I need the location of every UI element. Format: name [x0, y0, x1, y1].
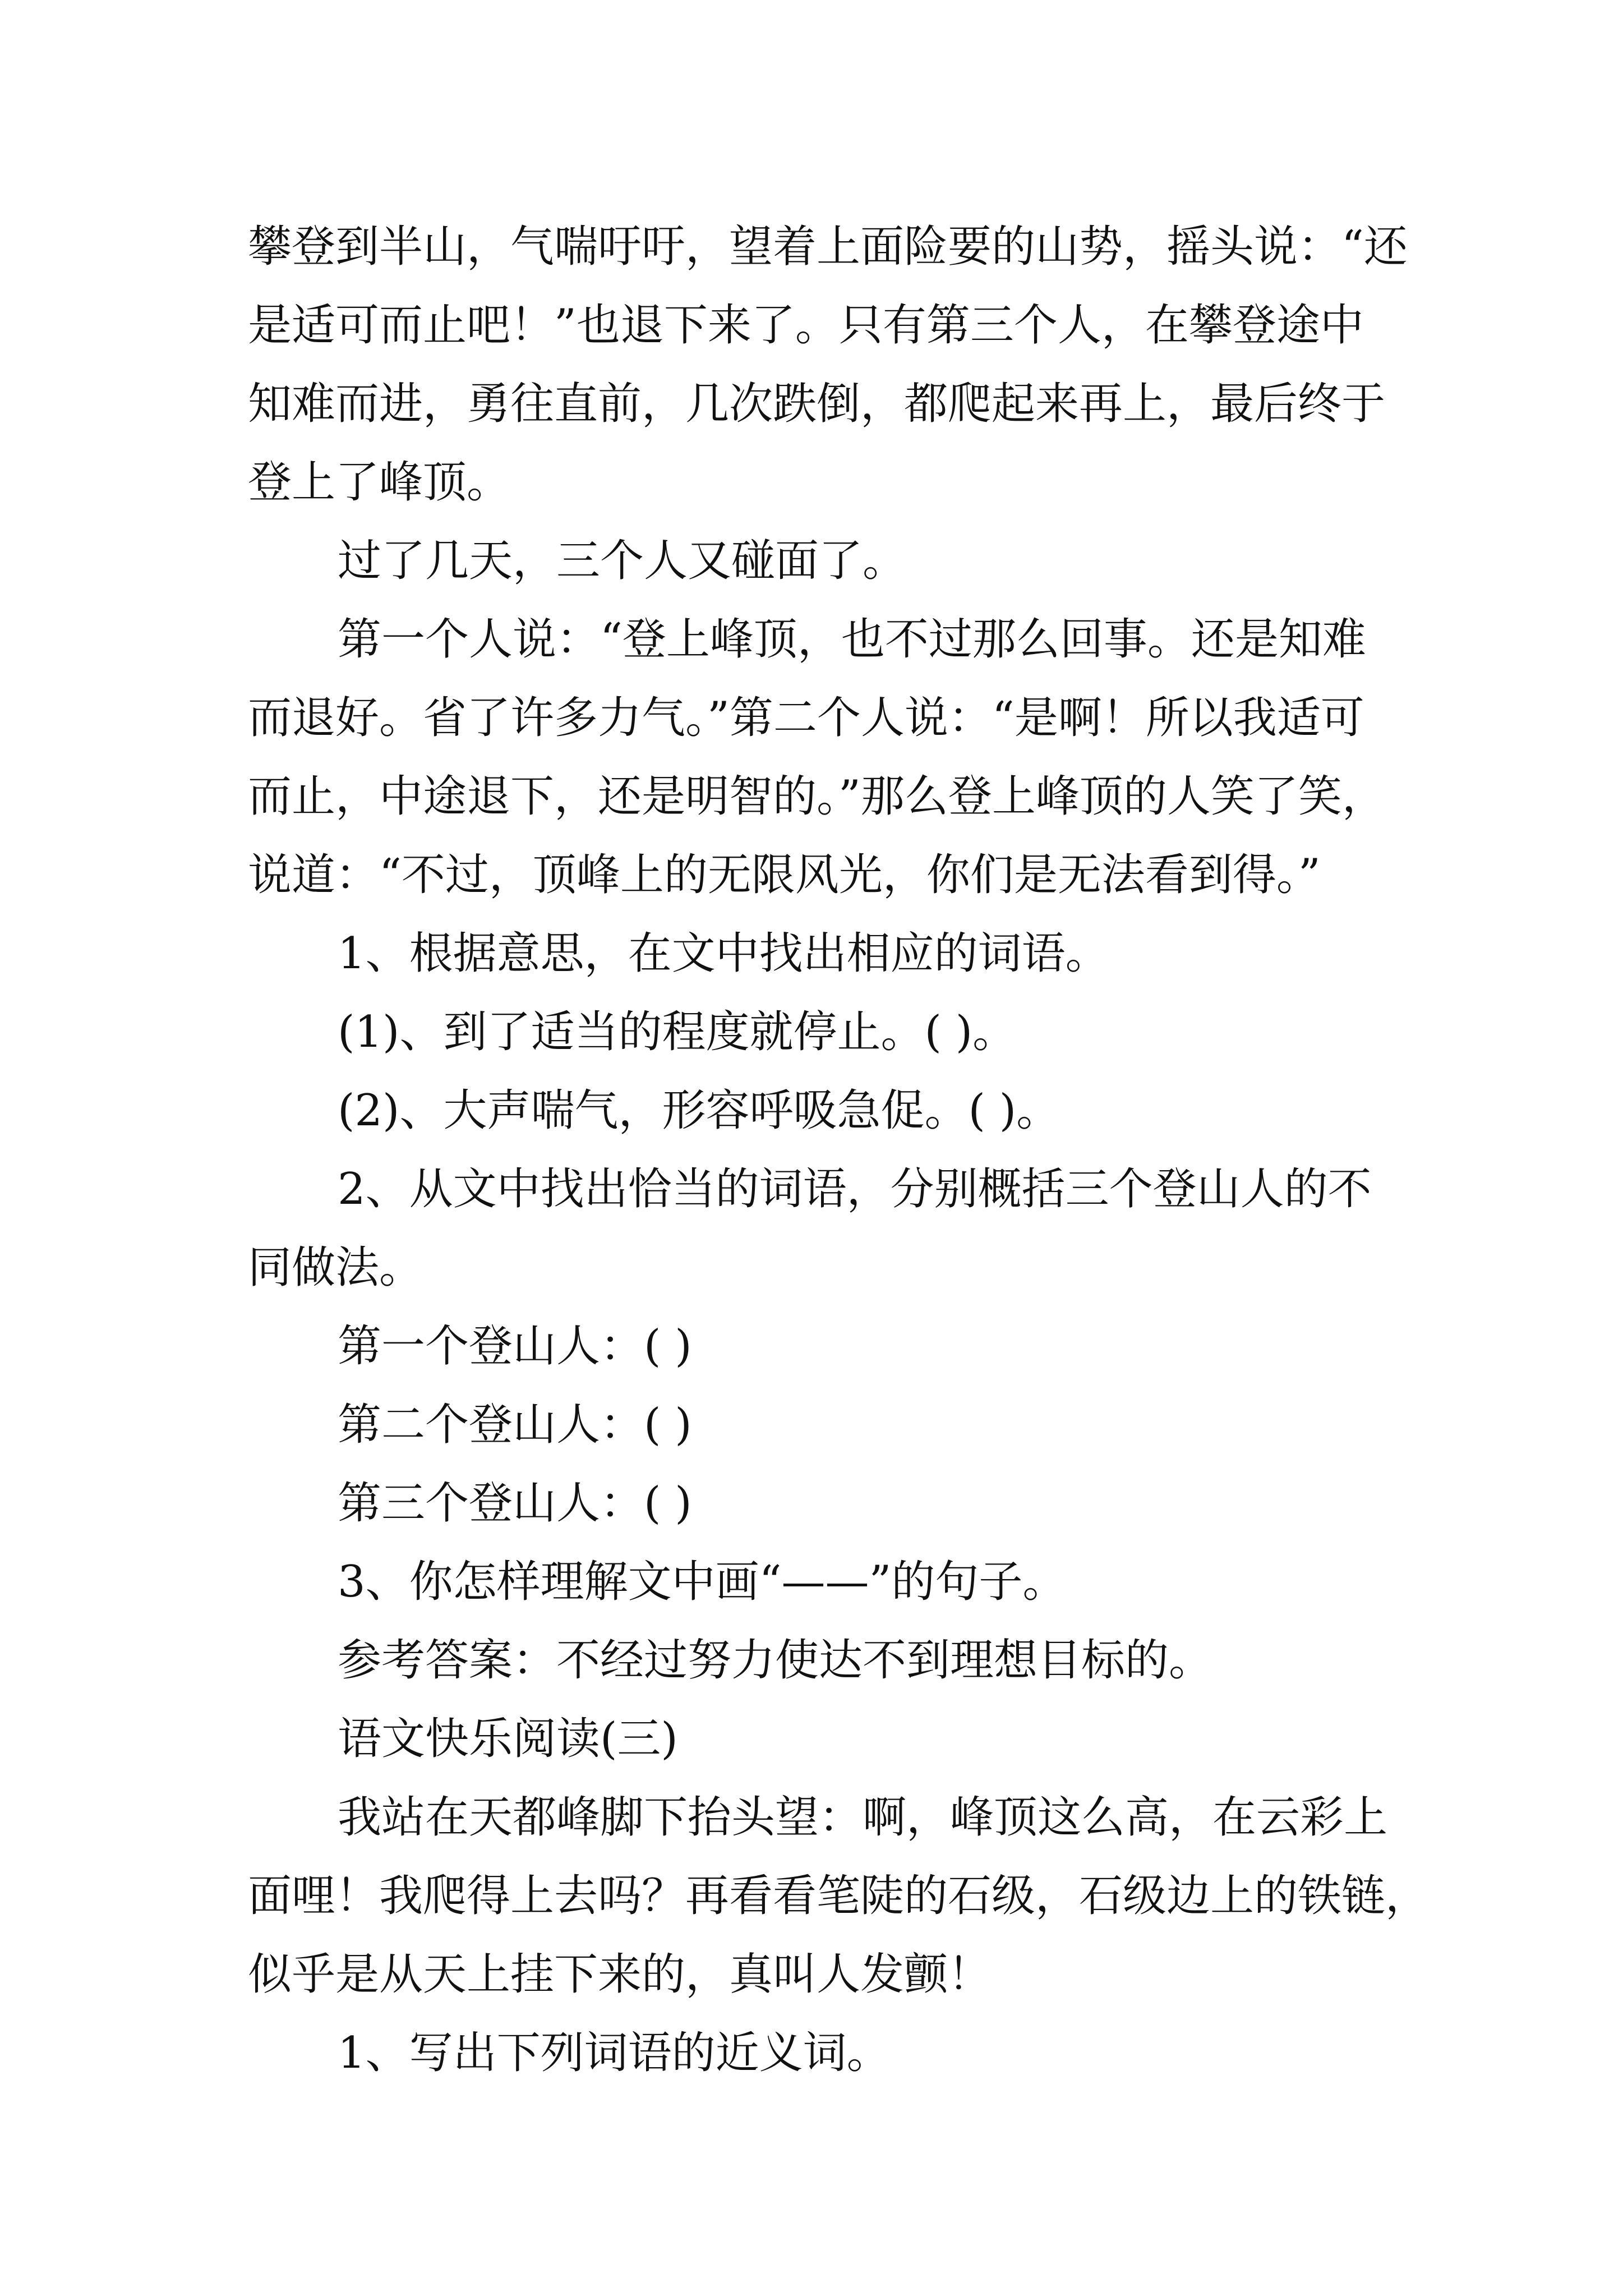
text-line: 而止，中途退下，还是明智的。”那么登上峰顶的人笑了笑，: [248, 771, 1386, 822]
text-line: 面哩！我爬得上去吗？再看看笔陡的石级，石级边上的铁链，: [248, 1871, 1430, 1921]
question-line: (2)、大声喘气，形容呼吸急促。( )。: [338, 1085, 1061, 1136]
paragraph-start-line: 我站在天都峰脚下抬头望：啊，峰顶这么高，在云彩上: [338, 1792, 1388, 1843]
question-line: (1)、到了适当的程度就停止。( )。: [338, 1007, 1017, 1057]
question-line: 1、写出下列词语的近义词。: [338, 2028, 891, 2078]
answer-line: 第二个登山人：( ): [338, 1400, 692, 1450]
text-line: 同做法。: [248, 1243, 423, 1293]
text-line: 似乎是从天上挂下来的，真叫人发颤！: [248, 1949, 992, 2000]
text-line: 是适可而止吧！”也退下来了。只有第三个人，在攀登途中: [248, 300, 1364, 351]
text-line: 而退好。省了许多力气。”第二个人说：“是啊！所以我适可: [248, 693, 1364, 743]
answer-line: 第三个登山人：( ): [338, 1478, 692, 1529]
answer-line: 第一个登山人：( ): [338, 1321, 692, 1372]
answer-line: 参考答案：不经过努力使达不到理想目标的。: [338, 1635, 1213, 1686]
text-line: 登上了峰顶。: [248, 457, 511, 508]
text-line: 知难而进，勇往直前，几次跌倒，都爬起来再上，最后终于: [248, 379, 1386, 429]
paragraph-start-line: 过了几天，三个人又碰面了。: [338, 536, 907, 586]
question-line: 3、你怎样理解文中画“——”的句子。: [338, 1557, 1067, 1607]
question-line: 1、根据意思，在文中找出相应的词语。: [338, 928, 1109, 979]
text-line: 说道：“不过，顶峰上的无限风光，你们是无法看到得。”: [248, 850, 1321, 900]
paragraph-start-line: 第一个人说：“登上峰顶，也不过那么回事。还是知难: [338, 614, 1366, 665]
text-line: 攀登到半山，气喘吁吁，望着上面险要的山势，摇头说：“还: [248, 222, 1408, 272]
question-line: 2、从文中找出恰当的词语，分别概括三个登山人的不: [338, 1164, 1372, 1214]
section-title: 语文快乐阅读(三): [338, 1714, 678, 1764]
